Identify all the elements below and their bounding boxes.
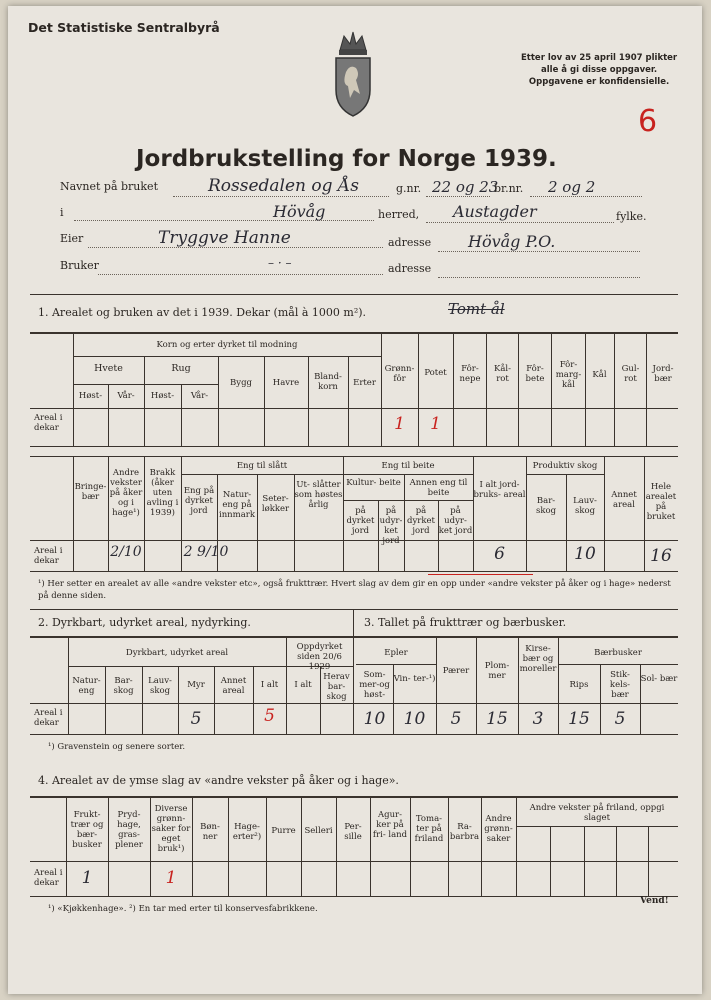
kulturbeite-header: Kultur- beite — [346, 478, 401, 488]
row-label-1a: Areal i dekar — [34, 413, 63, 433]
legal-notice: Etter lov av 25 april 1907 plikter alle å gi disse oppgaver. Oppgavene er konfidensielle. — [521, 53, 678, 87]
jordbaer-header: Jord- bær — [652, 364, 674, 384]
vend-text: Vend! — [640, 896, 669, 906]
solbaer-header: Sol- bær — [640, 674, 678, 684]
adresse2-label: adresse — [388, 262, 432, 275]
sommer-header: Som- mer-og høst- — [359, 670, 390, 700]
bruker-value: – · – — [268, 256, 292, 270]
erter-header: Erter — [353, 378, 376, 388]
section2-heading: 2. Dyrkbart, udyrket areal, nydyrking. — [38, 616, 251, 629]
annen-dyrket: på dyrket jord — [407, 506, 435, 536]
kirsebaer-header: Kirse- bær og moreller — [519, 644, 557, 674]
s4-frukttraer: Frukt- trær og bær- busker — [70, 810, 104, 850]
annet-areal-header: Annet areal — [611, 490, 637, 510]
lauvskog-value: 10 — [574, 544, 596, 564]
row-label-4: Areal i dekar — [34, 868, 63, 888]
plommer-value: 15 — [486, 709, 508, 729]
eng-dyrket-value: 2 9/10 — [183, 544, 229, 560]
page-title: Jordbrukstelling for Norge 1939. — [136, 146, 557, 172]
s4-rabarbra: Ra- barbra — [449, 822, 480, 842]
i-label: i — [60, 206, 64, 219]
seter-header: Seter- løkker — [261, 494, 290, 514]
herred-label: herred, — [378, 208, 420, 221]
s2-barskog: Bar- skog — [113, 676, 134, 696]
s2-i-alt-value: 5 — [264, 706, 275, 726]
barskog-header: Bar- skog — [535, 496, 557, 516]
s4-diverse-value: 1 — [165, 868, 177, 888]
row-label-2: Areal i dekar — [34, 708, 63, 728]
s2-naturang: Natur- eng — [72, 676, 101, 696]
agency-name: Det Statistiske Sentralbyrå — [28, 20, 220, 35]
paerer-header: Pærer — [442, 666, 470, 676]
bruker-label: Bruker — [60, 259, 99, 272]
hele-arealet-value: 16 — [650, 546, 672, 566]
s4-prydhage: Pryd- hage, gras- plener — [115, 810, 143, 850]
annen-udyrket: på udyr- ket jord — [438, 506, 473, 536]
s2-lauvskog: Lauv- skog — [148, 676, 172, 696]
dyrkbart-group-header: Dyrkbart, udyrket areal — [125, 648, 229, 658]
annen-eng-header: Annen eng til beite — [409, 478, 468, 498]
footnote-4: ¹) «Kjøkkenhage». ²) En tar med erter til konservesfabrikkene. — [48, 904, 318, 914]
rips-value: 15 — [568, 709, 590, 729]
eier-value: Tryggve Hanne — [158, 228, 291, 248]
s4-andre-gronnsaker: Andre grønn- saker — [484, 814, 513, 844]
forbete-header: Fôr- bete — [525, 364, 545, 384]
hvete-header: Hvete — [94, 363, 123, 374]
stikkels-header: Stik- kels- bær — [609, 670, 631, 700]
i-alt-jord-value: 6 — [494, 544, 505, 564]
fylke-value: Austagder — [453, 202, 537, 221]
kal-header: Kål — [592, 370, 607, 380]
navnet-label: Navnet på bruket — [60, 180, 158, 193]
baerbusker-header: Bærbusker — [594, 648, 642, 658]
struck-text: Tomt ål — [448, 300, 505, 318]
adresse-label: adresse — [388, 236, 432, 249]
kirsebaer-value: 3 — [532, 709, 544, 729]
fylke-label: fylke. — [616, 210, 647, 223]
s4-diverse: Diverse grønn- saker for eget bruk¹) — [151, 804, 191, 854]
section4-heading: 4. Arealet av de ymse slag av «andre vekster på åker og i hage». — [38, 774, 399, 787]
kultur-udyrket: på udyr- ket jord — [379, 506, 403, 546]
rug-header: Rug — [171, 363, 191, 374]
lauvskog-header: Lauv- skog — [573, 496, 597, 516]
eng-beite-header: Eng til beite — [381, 461, 435, 471]
vinter-header: Vin- ter-¹) — [393, 674, 436, 684]
section3-heading: 3. Tallet på frukttrær og bærbusker. — [364, 616, 567, 629]
bygg-header: Bygg — [230, 378, 252, 388]
gnr-value: 22 og 23 — [432, 178, 499, 196]
eng-slatt-header: Eng til slått — [236, 461, 288, 471]
naturang-header: Natur- eng på innmark — [218, 490, 255, 520]
gulrot-header: Gul- rot — [621, 364, 640, 384]
brnr-value: 2 og 2 — [548, 178, 596, 196]
coat-of-arms-icon — [330, 28, 376, 118]
s2-myr: Myr — [187, 680, 205, 690]
section1-heading: 1. Arealet og bruken av det i 1939. Dekar (mål à 1000 m²). — [38, 306, 367, 319]
farm-name-value: Rossedalen og Ås — [208, 176, 359, 196]
s2-i-alt2: I alt — [294, 680, 312, 690]
rug-host: Høst- — [150, 391, 175, 401]
census-form — [8, 6, 702, 994]
gronnfor-header: Grønn- fôr — [384, 364, 415, 384]
s2-i-alt: I alt — [260, 680, 279, 690]
rug-var: Vår- — [190, 391, 209, 401]
gnr-label: g.nr. — [396, 182, 422, 195]
eng-dyrket-header: Eng på dyrket jord — [183, 486, 215, 516]
potet-value: 1 — [430, 414, 441, 434]
potet-header: Potet — [424, 368, 447, 378]
bringebaer-header: Bringe- bær — [74, 482, 107, 502]
plommer-header: Plom- mer — [484, 661, 510, 681]
footnote-2: ¹) Gravenstein og senere sorter. — [48, 742, 186, 752]
rips-header: Rips — [569, 680, 589, 690]
andre-vekster-header: Andre vekster på åker og i hage¹) — [109, 468, 143, 518]
footnote-1: ¹) Her setter en arealet av alle «andre vekster etc», også frukttrær. Hvert slag av dem gir en opp under «andre vekster på åker og i hage» nederst på denne siden. — [38, 579, 671, 601]
andre-vekster-value: 2/10 — [110, 544, 142, 560]
s4-bonner: Bøn- ner — [200, 822, 220, 842]
korn-group-header: Korn og erter dyrket til modning — [156, 340, 298, 350]
havre-header: Havre — [272, 378, 300, 388]
brnr-label: br.nr. — [494, 182, 524, 195]
sommer-value: 10 — [363, 709, 386, 729]
eier-label: Eier — [60, 232, 84, 245]
prod-skog-header: Produktiv skog — [532, 461, 598, 471]
paerer-value: 5 — [450, 709, 462, 729]
kalrot-header: Kål- rot — [493, 364, 511, 384]
page-number: 6 — [638, 104, 658, 139]
hvete-var: Vår- — [117, 391, 135, 401]
blandkorn-header: Bland- korn — [314, 372, 342, 392]
s4-hageerter: Hage- erter²) — [232, 822, 262, 842]
gronnfor-value: 1 — [394, 414, 405, 434]
s4-tomater: Toma- ter på friland — [414, 814, 444, 844]
utslatter-header: Ut- slåtter som høstes årlig — [294, 480, 343, 510]
epler-header: Epler — [384, 648, 408, 658]
s2-annet: Annet areal — [220, 676, 247, 696]
s2-herav: Herav bar- skog — [323, 672, 350, 702]
herred-value: Hövåg — [273, 202, 326, 221]
hvete-host: Høst- — [78, 391, 103, 401]
s4-purre: Purre — [271, 826, 296, 836]
fornepe-header: Fôr- nepe — [459, 364, 481, 384]
i-alt-jord-header: I alt jord- bruks- areal — [473, 480, 526, 500]
s4-agurker: Agur- ker på fri- land — [372, 810, 408, 840]
kultur-dyrket: på dyrket jord — [346, 506, 375, 536]
s4-andre-friland: Andre vekster på friland, oppgi slaget — [529, 803, 665, 823]
stikkels-value: 5 — [614, 709, 626, 729]
row-label-1b: Areal i dekar — [34, 546, 63, 566]
s4-frukttraer-value: 1 — [81, 868, 93, 888]
brakk-header: Brakk (åker uten avling i 1939) — [146, 468, 179, 518]
vinter-value: 10 — [403, 709, 426, 729]
adresse-value: Hövåg P.O. — [468, 232, 556, 251]
oppdyrket-header: Oppdyrket siden 20/6 1929 — [296, 642, 343, 672]
formargkal-header: Fôr- marg- kål — [555, 360, 582, 390]
s4-persille: Per- sille — [344, 822, 362, 842]
s2-myr-value: 5 — [190, 709, 202, 729]
s4-selleri: Selleri — [304, 826, 333, 836]
hele-arealet-header: Hele arealet på bruket — [645, 482, 677, 522]
